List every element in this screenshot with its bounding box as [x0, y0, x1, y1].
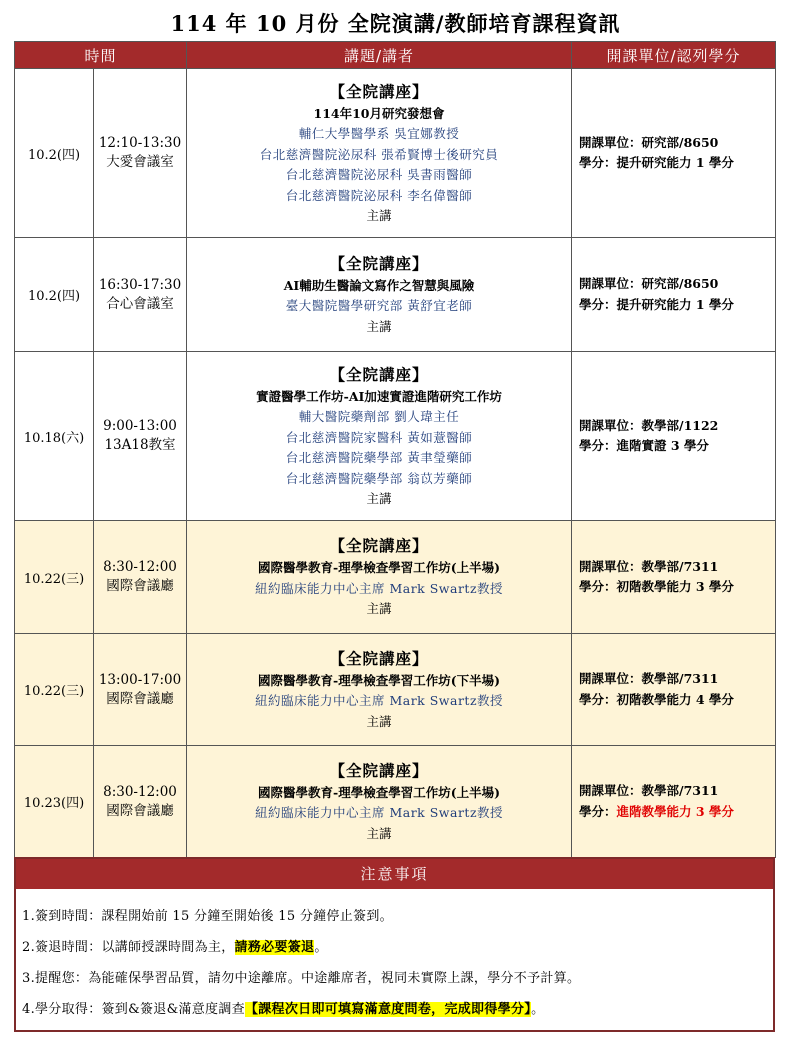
speaker-role: 主講: [366, 601, 392, 617]
speaker-line: 台北慈濟醫院藥學部 翁苡芳藥師: [285, 470, 473, 486]
unit-cell: [572, 352, 776, 521]
speaker-line: 臺大醫院醫學研究部 黃舒宜老師: [285, 298, 473, 314]
speaker-line: 輔大醫院藥劑部 劉人瑋主任: [298, 409, 460, 424]
room-name: 國際會議廳: [106, 578, 174, 594]
room-name: 合心會議室: [106, 295, 174, 312]
note-item: [22, 994, 773, 1025]
topic-cell: [187, 69, 572, 238]
unit-cell: [572, 238, 776, 352]
table-row: [15, 746, 776, 858]
credit-value: 提升研究能力 1 學分: [616, 155, 734, 170]
course-unit: 開課單位：教學部/7311: [579, 671, 719, 686]
credit-line: [579, 577, 775, 598]
time-cell: [94, 69, 187, 238]
notes-list: [16, 889, 773, 1025]
speaker-line: 紐約臨床能力中心主席 Mark Swartz教授: [254, 805, 504, 821]
lecture-category: 【全院講座】: [329, 648, 429, 668]
unit-cell: [572, 69, 776, 238]
lecture-category: 【全院講座】: [329, 81, 429, 101]
speaker-role: 主講: [366, 208, 392, 223]
speaker-line: 台北慈濟醫院泌尿科 張希賢博士後研究員: [259, 146, 499, 162]
header-time: 時間: [15, 42, 187, 69]
unit-cell: [572, 521, 776, 634]
credit-line: [579, 295, 775, 316]
lecture-title: 國際醫學教育-理學檢查學習工作坊(上半場): [258, 560, 501, 576]
credit-line: [579, 690, 775, 711]
credit-label: 學分：: [579, 691, 617, 707]
room-name: 13A18教室: [104, 437, 176, 453]
time-range: 12:10-13:30: [98, 135, 182, 151]
credit-value: 初階教學能力 4 學分: [616, 691, 734, 707]
lecture-title: AI輔助生醫論文寫作之智慧與風險: [283, 277, 475, 293]
note-suffix: 。: [531, 1002, 545, 1017]
topic-cell: [187, 352, 572, 521]
credit-value: 提升研究能力 1 學分: [616, 296, 734, 312]
speaker-role: 主講: [366, 713, 392, 729]
table-row: [15, 521, 776, 634]
room-name: 大愛會議室: [106, 154, 174, 170]
note-text: 3.提醒您：為能確保學習品質，請勿中途離席。中途離席者，視同未實際上課，學分不予計算。: [22, 971, 581, 986]
note-item: [22, 932, 773, 963]
lecture-title: 實證醫學工作坊-AI加速實證進階研究工作坊: [256, 388, 502, 404]
note-text: 4.學分取得：簽到&簽退&滿意度調查: [22, 1002, 245, 1017]
notes-heading: 注意事項: [16, 859, 773, 889]
lecture-category: 【全院講座】: [329, 364, 429, 384]
topic-cell: [187, 746, 572, 858]
time-cell: [94, 352, 187, 521]
note-highlight: 請務必要簽退: [234, 940, 315, 955]
topic-cell: [187, 521, 572, 634]
speaker-line: 台北慈濟醫院泌尿科 吳書雨醫師: [285, 167, 473, 182]
time-range: 16:30-17:30: [98, 276, 182, 293]
credit-line: [579, 153, 775, 174]
note-text: 2.簽退時間：以講師授課時間為主，: [22, 940, 235, 955]
credit-label: 學分：: [579, 438, 617, 453]
time-cell: [94, 521, 187, 634]
room-name: 國際會議廳: [106, 802, 174, 819]
note-text: 1.簽到時間：課程開始前 15 分鐘至開始後 15 分鐘停止簽到。: [22, 909, 393, 924]
note-item: [22, 901, 773, 932]
course-unit: 開課單位：教學部/7311: [579, 558, 719, 574]
page-title: 114 年 10 月份 全院演講/教師培育課程資訊: [170, 11, 621, 36]
credit-label: 學分：: [579, 155, 617, 170]
credit-line: [579, 802, 775, 823]
course-unit: 開課單位：教學部/7311: [579, 783, 719, 798]
table-row: [15, 69, 776, 238]
credit-value: 初階教學能力 3 學分: [616, 579, 734, 594]
course-unit: 開課單位：教學部/1122: [579, 417, 719, 433]
table-row: [15, 238, 776, 352]
time-cell: [94, 746, 187, 858]
note-highlight: 【課程次日即可填寫滿意度問卷，完成即得學分】: [244, 1002, 532, 1017]
header-topic: 講題/講者: [187, 42, 572, 69]
credit-line: [579, 436, 775, 457]
lecture-category: 【全院講座】: [329, 760, 429, 780]
course-unit: 開課單位：研究部/8650: [579, 134, 719, 150]
time-range: 9:00-13:00: [103, 418, 177, 434]
speaker-line: 紐約臨床能力中心主席 Mark Swartz教授: [254, 693, 504, 709]
date-cell: 10.22(三): [15, 521, 94, 634]
speaker-line: 紐約臨床能力中心主席 Mark Swartz教授: [254, 580, 504, 596]
speaker-line: 台北慈濟醫院藥學部 黃聿瑩藥師: [285, 450, 473, 465]
speaker-role: 主講: [366, 825, 392, 841]
lecture-title: 114年10月研究發想會: [313, 105, 445, 121]
room-name: 國際會議廳: [106, 690, 174, 707]
lecture-category: 【全院講座】: [329, 536, 429, 556]
table-header-row: [15, 42, 776, 69]
notes-box: [14, 857, 775, 1032]
unit-cell: [572, 746, 776, 858]
table-row: [15, 634, 776, 746]
time-range: 13:00-17:00: [98, 671, 182, 688]
speaker-role: 主講: [366, 318, 392, 334]
lecture-title: 國際醫學教育-理學檢查學習工作坊(下半場): [258, 672, 501, 688]
time-range: 8:30-12:00: [103, 783, 177, 800]
note-suffix: 。: [314, 940, 328, 955]
note-item: [22, 963, 773, 994]
speaker-line: 台北慈濟醫院家醫科 黃如薏醫師: [285, 429, 473, 445]
topic-cell: [187, 634, 572, 746]
date-cell: 10.23(四): [15, 746, 94, 858]
date-cell: 10.22(三): [15, 634, 94, 746]
lecture-category: 【全院講座】: [329, 253, 429, 273]
credit-value: 進階教學能力 3 學分: [616, 803, 734, 819]
credit-label: 學分：: [579, 296, 617, 312]
speaker-role: 主講: [366, 491, 392, 506]
schedule-table: [14, 41, 776, 858]
time-cell: [94, 238, 187, 352]
speaker-line: 輔仁大學醫學系 吳宜娜教授: [298, 126, 460, 141]
speaker-line: 台北慈濟醫院泌尿科 李名偉醫師: [285, 187, 473, 203]
date-cell: 10.18(六): [15, 352, 94, 521]
time-range: 8:30-12:00: [103, 559, 177, 575]
table-row: [15, 352, 776, 521]
date-cell: 10.2(四): [15, 69, 94, 238]
unit-cell: [572, 634, 776, 746]
time-cell: [94, 634, 187, 746]
course-unit: 開課單位：研究部/8650: [579, 276, 719, 291]
header-unit: 開課單位/認列學分: [572, 42, 776, 69]
credit-label: 學分：: [579, 803, 617, 819]
topic-cell: [187, 238, 572, 352]
date-cell: 10.2(四): [15, 238, 94, 352]
lecture-title: 國際醫學教育-理學檢查學習工作坊(上半場): [258, 784, 501, 800]
credit-value: 進階實證 3 學分: [616, 438, 709, 453]
credit-label: 學分：: [579, 579, 617, 594]
